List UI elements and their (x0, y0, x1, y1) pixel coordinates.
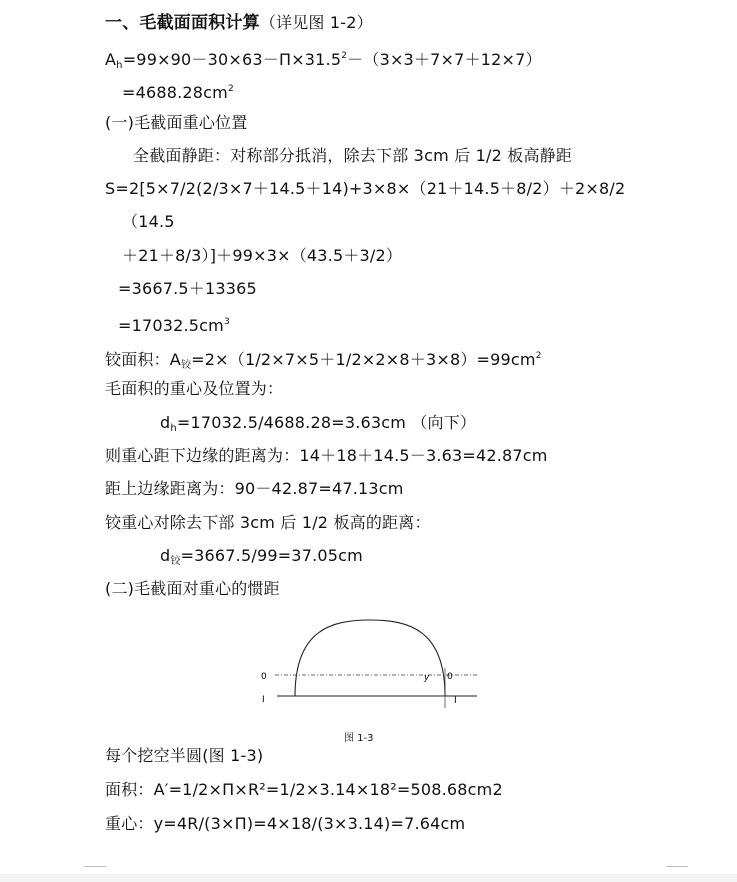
page-gap (0, 874, 737, 882)
static-formula-line-1: S=2[5×7/2(2/3×7＋14.5＋14)+3×8×（21＋14.5＋8/2）＋2×8/2 (105, 179, 626, 198)
hinge-area-formula: =2×（1/2×7×5＋1/2×2×8＋3×8）=99cm (191, 350, 536, 369)
dj-formula (160, 546, 363, 572)
area-result-value: =4688.28cm (122, 83, 228, 102)
area-result-unit-sup: 2 (227, 84, 234, 94)
semicircle-title: 每个挖空半圆(图 1-3) (105, 746, 264, 765)
formula-superscript: 2 (341, 51, 348, 61)
formula-tail: －（3×3＋7×7＋12×7） (347, 50, 542, 69)
label-i-left: I (262, 695, 265, 705)
label-y: y (424, 673, 430, 683)
section-heading (105, 13, 373, 33)
area-formula (105, 46, 542, 76)
dh-symbol: d (160, 413, 171, 432)
distance-lower: 则重心距下边缘的距离为：14＋18＋14.5－3.63=42.87cm (105, 446, 548, 465)
distance-upper: 距上边缘距离为：90－42.87=47.13cm (105, 479, 404, 498)
dj-body: =3667.5/99=37.05cm (180, 546, 363, 565)
static-formula-line-5 (118, 312, 230, 336)
static-formula-line-3: ＋21＋8/3）]＋99×3×（43.5＋3/2） (122, 246, 403, 265)
semicircle-area: 面积：A′=1/2×Π×R²=1/2×3.14×18²=508.68cm2 (105, 780, 503, 799)
static-result-unit-sup: 3 (223, 317, 230, 327)
hinge-area-subscript: 铰 (180, 360, 192, 371)
static-result-value: =17032.5cm (118, 316, 224, 335)
semicircle-arc (295, 620, 445, 696)
figure-caption: 图 1-3 (344, 733, 374, 744)
area-result (122, 79, 234, 103)
section-two-heading: (二)毛截面对重心的惯距 (105, 579, 280, 598)
formula-body: =99×90－30×63－Π×31.5 (122, 50, 342, 69)
hinge-area (105, 346, 542, 376)
dj-symbol: d (160, 546, 171, 565)
dh-body: =17032.5/4688.28=3.63cm （向下） (176, 413, 477, 432)
heading-note: （详见图 1-2） (259, 13, 373, 32)
semicircle-figure (255, 612, 495, 712)
hinge-area-unit-sup: 2 (535, 351, 542, 361)
heading-text: 一、毛截面面积计算 (105, 13, 260, 33)
centroid-title: 毛面积的重心及位置为： (105, 379, 284, 398)
dj-subscript: 铰 (170, 556, 181, 567)
section-one-heading: (一)毛截面重心位置 (105, 113, 248, 132)
dh-formula (160, 413, 476, 439)
hinge-area-label: 铰面积：A (105, 350, 181, 369)
label-o-right: 0 (447, 672, 453, 682)
label-o-left: 0 (261, 672, 267, 682)
label-i-right: I (454, 696, 457, 706)
dh-subscript: h (170, 423, 177, 434)
formula-subscript: h (116, 60, 123, 71)
static-formula-line-4: =3667.5＋13365 (118, 279, 257, 298)
static-formula-line-2: （14.5 (122, 212, 175, 231)
formula-symbol: A (105, 50, 117, 69)
static-description: 全截面静距：对称部分抵消，除去下部 3cm 后 1/2 板高静距 (133, 146, 573, 165)
hinge-distance-title: 铰重心对除去下部 3cm 后 1/2 板高的距离： (105, 513, 431, 532)
semicircle-centroid: 重心：y=4R/(3×Π)=4×18/(3×3.14)=7.64cm (105, 814, 466, 833)
